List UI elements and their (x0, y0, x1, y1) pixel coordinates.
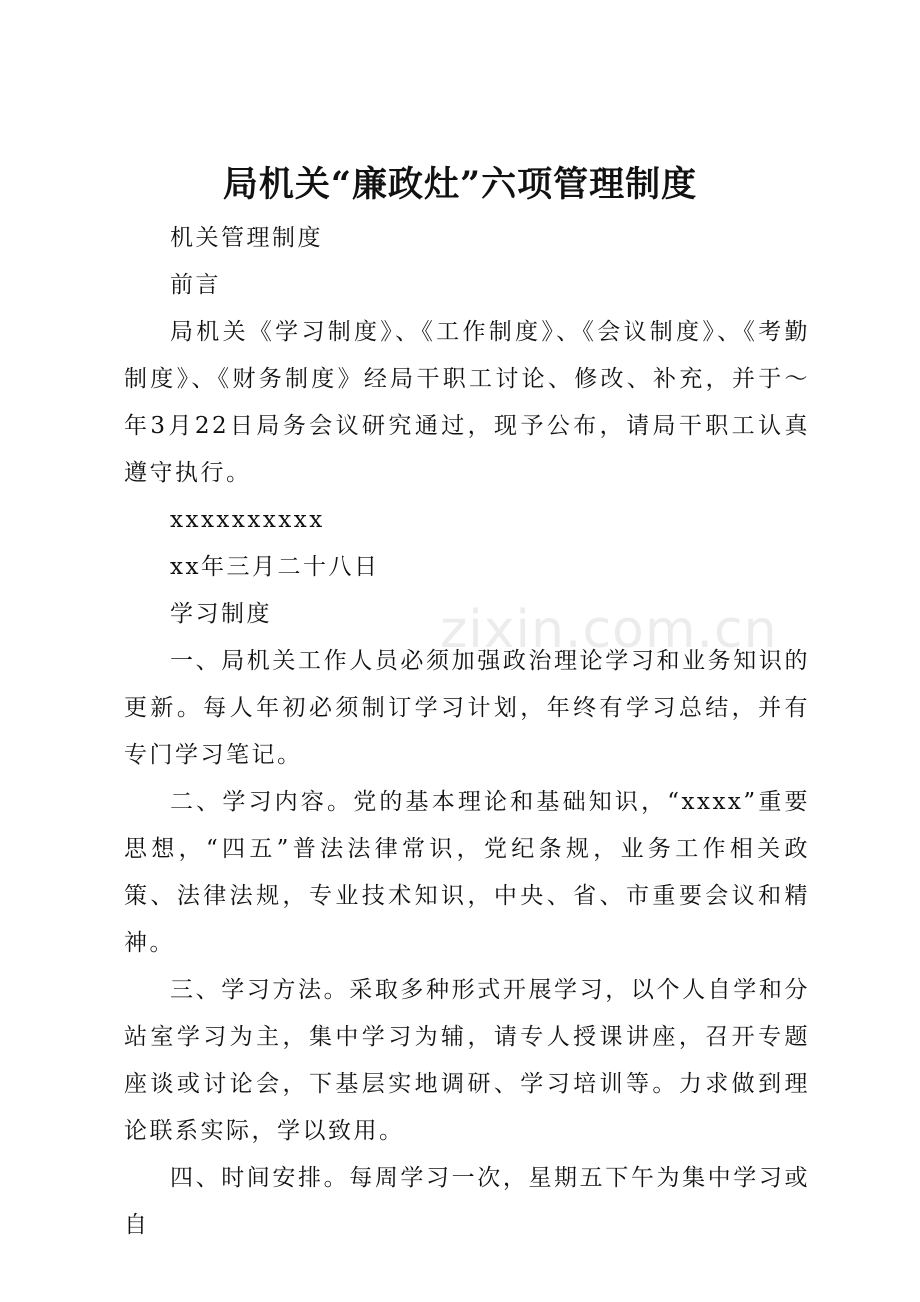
study-rules-heading: 学习制度 (170, 601, 272, 627)
preface-heading: 前言 (170, 272, 221, 298)
document-body (124, 215, 810, 1249)
rule-paragraph-2: 二、学习内容。党的基本理论和基础知识，“xxxx”重要思想，“四五”普法法律常识，党纪条规，业务工作相关政策、法律法规，专业技术知识，中央、省、市重要会议和精神。 (124, 789, 810, 956)
document-title: 局机关“廉政灶”六项管理制度 (222, 164, 698, 205)
rule-paragraph-3: 三、学习方法。采取多种形式开展学习，以个人自学和分站室学习为主，集中学习为辅，请专人授课讲座，召开专题座谈或讨论会，下基层实地调研、学习培训等。力求做到理论联系实际，学以致用。 (124, 977, 810, 1144)
watermark: zixin.com.cn (440, 600, 778, 660)
issuer-name: xxxxxxxxxx (170, 507, 325, 533)
preface-paragraph: 局机关《学习制度》、《工作制度》、《会议制度》、《考勤制度》、《财务制度》经局干职工讨论、修改、补充，并于～年3月22日局务会议研究通过，现予公布，请局干职工认真遵守执行。 (124, 319, 810, 486)
issue-date: xx年三月二十八日 (170, 554, 380, 580)
rule-paragraph-4: 四、时间安排。每周学习一次，星期五下午为集中学习或自 (124, 1165, 810, 1238)
rule-paragraph-1: 一、局机关工作人员必须加强政治理论学习和业务知识的更新。每人年初必须制订学习计划，年终有学习总结，并有专门学习笔记。 (124, 648, 810, 768)
section-heading: 机关管理制度 (170, 225, 323, 251)
